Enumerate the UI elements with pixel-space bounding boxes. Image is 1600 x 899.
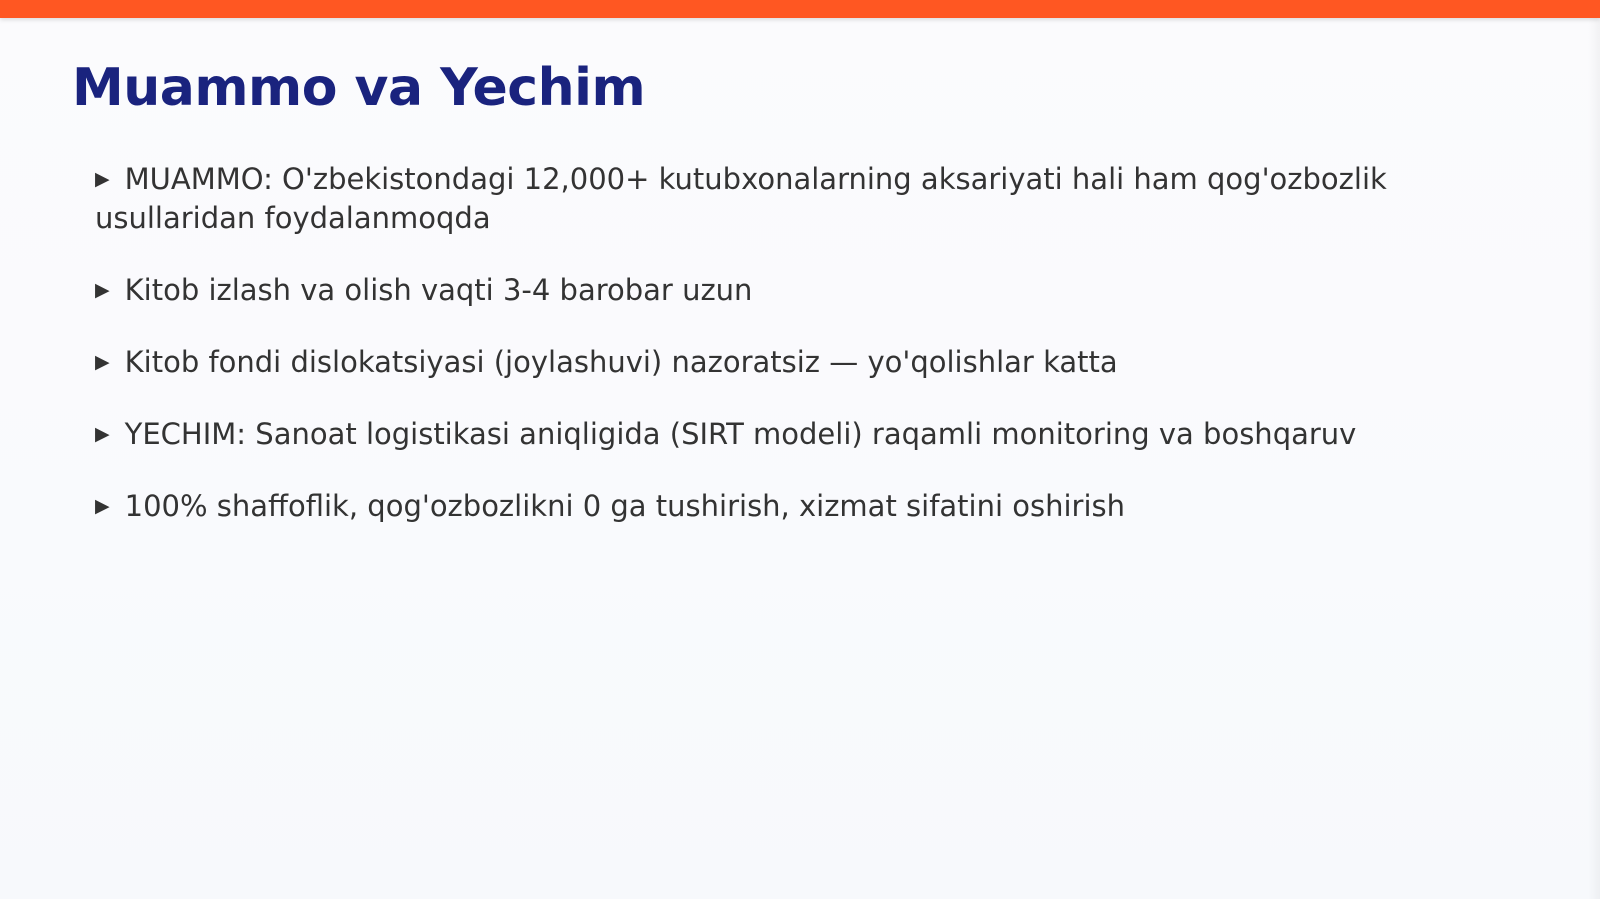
bullet-item-problem [95, 160, 1515, 238]
bullet-text: YECHIM: Sanoat logistikasi aniqligida (SIRT modeli) raqamli monitoring va boshqaruv [124, 417, 1357, 451]
triangle-bullet-icon: ▶ [95, 168, 110, 190]
bullet-item-search-time [95, 271, 1515, 310]
bullet-text: MUAMMO: O'zbekistondagi 12,000+ kutubxonalarning aksariyati hali ham qog'ozbozlik usullaridan foydalanmoqda [95, 162, 1387, 235]
slide-title: Muammo va Yechim [72, 58, 646, 118]
bullet-text: Kitob fondi dislokatsiyasi (joylashuvi) nazoratsiz — yo'qolishlar katta [124, 345, 1118, 379]
bullet-text: Kitob izlash va olish vaqti 3-4 barobar uzun [124, 273, 753, 307]
bullet-item-dislocation [95, 343, 1515, 382]
bullet-item-solution [95, 415, 1515, 454]
bullet-item-transparency [95, 487, 1515, 526]
slide-edge-shadow [1588, 18, 1600, 899]
top-accent-bar [0, 0, 1600, 18]
bullet-list [95, 160, 1515, 559]
triangle-bullet-icon: ▶ [95, 495, 110, 517]
triangle-bullet-icon: ▶ [95, 279, 110, 301]
triangle-bullet-icon: ▶ [95, 423, 110, 445]
triangle-bullet-icon: ▶ [95, 351, 110, 373]
bullet-text: 100% shaffoflik, qog'ozbozlikni 0 ga tushirish, xizmat sifatini oshirish [124, 489, 1126, 523]
